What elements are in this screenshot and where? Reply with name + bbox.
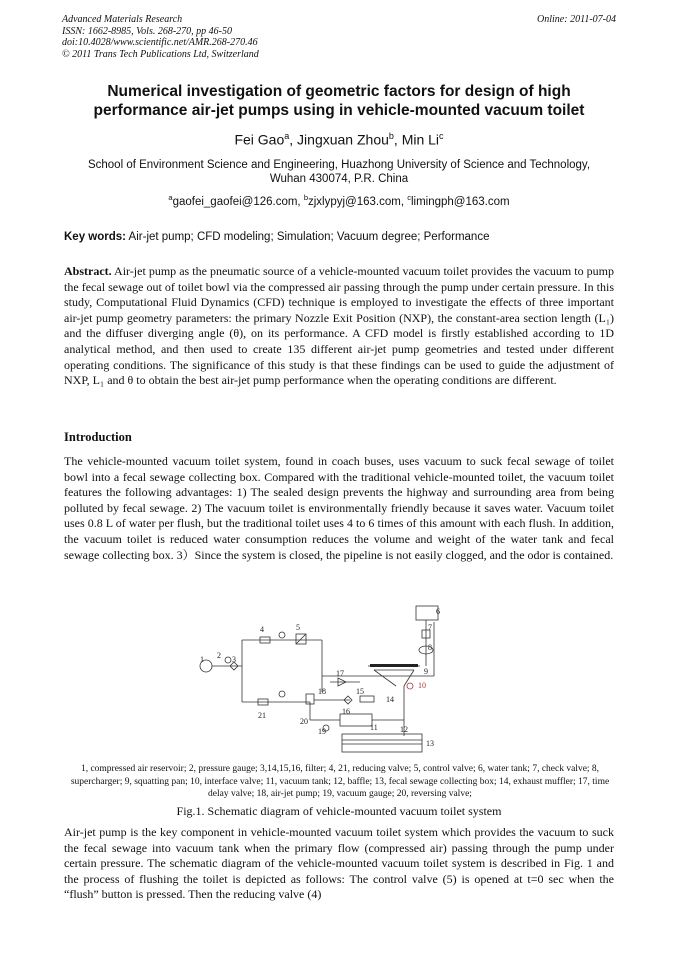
journal-issn: ISSN: 1662-8985, Vols. 268-270, pp 46-50 xyxy=(62,25,232,37)
label-7: 7 xyxy=(428,623,432,632)
label-14: 14 xyxy=(386,695,394,704)
email-address[interactable]: zjxlypyj@163.com, xyxy=(307,195,408,208)
affiliation: School of Environment Science and Engineering, Huazhong University of Science and Technology, Wuhan 430074, P.R. China xyxy=(87,159,591,185)
body-paragraph: Air-jet pump is the key component in vehicle-mounted vacuum toilet system which provides the vacuum to suck the fecal sewage into vacuum tank when the primary flow (compressed air) passing through the pump under certain pressure. The schematic diagram of the vehicle-mounted vacuum toilet system is described in Fig. 1 and the process of flushing the toilet is depicted as follows: The control valve (5) is opened at t=0 sec when the “flush” button is pressed. Then the reducing valve (4) xyxy=(64,825,614,902)
abstract-text: Air-jet pump as the pneumatic source of a vehicle-mounted vacuum toilet provides the vacuum to pump the fecal sewage out of toilet bowl via the compressed air passing through the pump under certain pressure. In this study, Computational Fluid Dynamics (CFD) technique is employed to investigate the effects of three important air-jet pump geometry parameters: the primary Nozzle Exit Position (NXP), the constant-area section length (L₁) and the diffuser diverging angle (θ), on its performance. A CFD model is firstly established according to 1D analytical method, and then used to create 135 different air-jet pump geometries and tested under different operating conditions. The significance of this study is that these findings can be used to guide the adjustment of NXP, L₁ and θ to obtain the best air-jet pump performance when the operating conditions are different. xyxy=(64,264,614,388)
label-2: 2 xyxy=(217,651,221,660)
email-address[interactable]: gaofei_gaofei@126.com, xyxy=(172,195,304,208)
label-21: 21 xyxy=(258,711,266,720)
label-11: 11 xyxy=(370,723,378,732)
keywords-label: Key words: xyxy=(64,231,126,243)
journal-header xyxy=(62,14,616,60)
figure-caption: Fig.1. Schematic diagram of vehicle-mounted vacuum toilet system xyxy=(176,804,502,818)
label-5: 5 xyxy=(296,623,300,632)
label-19: 19 xyxy=(318,727,326,736)
keywords xyxy=(64,231,616,243)
label-4: 4 xyxy=(260,625,264,634)
intro-paragraph: The vehicle-mounted vacuum toilet system, found in coach buses, uses vacuum to suck fecal sewage of toilet bowl into a fecal sewage collecting box. Compared with the traditional vehicle-mounted toilet, the vacuum toilet features the following advantages: 1) The sealed design prevents the highway and surrounding area from being polluted by fecal sewage. 2) The vacuum toilet is environmentally friendly because it saves water. Vacuum toilet uses 0.8 L of water per flush, but the traditional toilet uses 4 to 6 times of this amount with each flush. In addition, the vacuum toilet is reduced water consumption reduces the volume and weight of the water tank and fecal sewage collecting box. 3）Since the system is closed, the pipeline is not easily clogged, and the odor is contained. xyxy=(64,454,614,562)
email-sup: b xyxy=(303,193,308,202)
label-1: 1 xyxy=(200,655,204,664)
email-list xyxy=(62,193,616,208)
author-sup: c xyxy=(439,131,444,141)
label-8: 8 xyxy=(428,643,432,652)
online-date: Online: 2011-07-04 xyxy=(537,14,616,25)
schematic-diagram xyxy=(190,602,440,758)
email-sup: c xyxy=(407,193,411,202)
author-name: Min Li xyxy=(401,131,440,148)
schematic-figure xyxy=(190,602,440,758)
author-list xyxy=(62,131,616,148)
intro-heading: Introduction xyxy=(64,430,132,444)
author-name: Jingxuan Zhou xyxy=(297,131,389,148)
interface-valve-symbol xyxy=(407,683,413,689)
label-13: 13 xyxy=(426,739,434,748)
label-20: 20 xyxy=(300,717,308,726)
journal-copyright: © 2011 Trans Tech Publications Ltd, Switzerland xyxy=(62,48,259,60)
email-address[interactable]: limingph@163.com xyxy=(410,195,510,208)
paper-title: Numerical investigation of geometric factors for design of high performance air-jet pumps using in vehicle-mounted vacuum toilet xyxy=(93,83,585,119)
label-3: 3 xyxy=(232,655,236,664)
label-10: 10 xyxy=(418,681,426,690)
gauge-symbol xyxy=(225,657,231,663)
author-sep: , xyxy=(289,131,298,148)
label-18: 18 xyxy=(318,687,326,696)
label-16: 16 xyxy=(342,707,350,716)
keywords-text: Air-jet pump; CFD modeling; Simulation; Vacuum degree; Performance xyxy=(126,231,490,243)
author-sep: , xyxy=(393,131,402,148)
journal-doi: doi:10.4028/www.scientific.net/AMR.268-270.46 xyxy=(62,37,258,48)
label-17: 17 xyxy=(336,669,344,678)
collecting-box-symbol xyxy=(342,734,422,752)
figure-legend: 1, compressed air reservoir; 2, pressure gauge; 3,14,15,16, filter; 4, 21, reducing valve; 5, control valve; 6, water tank; 7, check valve; 8, supercharger; 9, squatting pan; 10, interface valve; 11, vacuum tank; 12, baffle; 13, fecal sewage collecting box; 14, exhaust muffler; 17, time delay valve; 18, air-jet pump; 19, vacuum gauge; 20, reversing valve; xyxy=(70,764,610,799)
author-sup: a xyxy=(284,131,290,141)
water-tank-symbol xyxy=(416,606,438,620)
journal-name: Advanced Materials Research xyxy=(62,14,183,25)
author-name: Fei Gao xyxy=(234,131,285,148)
label-15: 15 xyxy=(356,687,364,696)
abstract-label: Abstract. xyxy=(64,264,112,278)
label-12: 12 xyxy=(400,725,408,734)
abstract xyxy=(64,264,614,389)
author-sup: b xyxy=(388,131,394,141)
email-sup: a xyxy=(168,193,173,202)
label-9: 9 xyxy=(424,667,428,676)
squatting-pan-symbol xyxy=(370,664,418,667)
label-6: 6 xyxy=(436,607,440,616)
